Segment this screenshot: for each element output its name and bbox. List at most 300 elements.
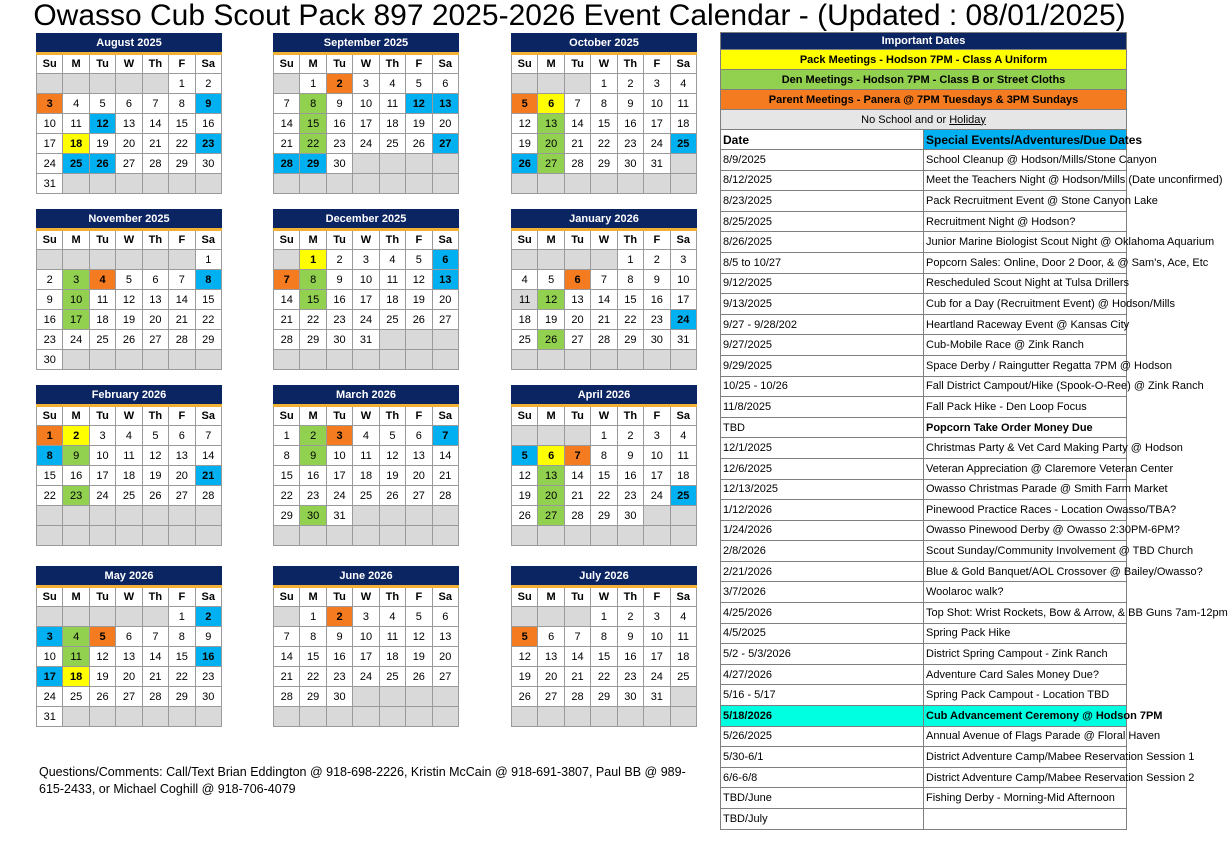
weekday-header: M: [538, 406, 564, 426]
day-cell: 26: [406, 134, 432, 154]
week-row: [512, 486, 697, 506]
event-row: [721, 623, 1127, 644]
weekday-header: Tu: [326, 406, 352, 426]
event-date: 2/21/2026: [721, 561, 924, 582]
day-cell: 18: [116, 466, 142, 486]
day-cell: 15: [591, 647, 617, 667]
empty-day-cell: [195, 707, 221, 727]
empty-day-cell: [353, 707, 379, 727]
day-cell: 30: [326, 330, 352, 350]
day-cell: 9: [195, 94, 221, 114]
empty-day-cell: [63, 506, 89, 526]
week-row: [274, 707, 459, 727]
empty-day-cell: [169, 250, 195, 270]
day-cell: 3: [644, 607, 670, 627]
weekday-header: F: [406, 587, 432, 607]
empty-day-cell: [406, 687, 432, 707]
week-row: [37, 667, 222, 687]
event-row: [721, 397, 1127, 418]
empty-day-cell: [37, 526, 63, 546]
event-row: [721, 252, 1127, 273]
empty-day-cell: [169, 707, 195, 727]
weekday-header: Su: [512, 587, 538, 607]
day-cell: 19: [512, 134, 538, 154]
empty-day-cell: [89, 250, 115, 270]
empty-day-cell: [89, 174, 115, 194]
month-calendar: [273, 566, 459, 727]
week-row: [274, 350, 459, 370]
event-date: 9/29/2025: [721, 355, 924, 376]
empty-day-cell: [432, 506, 458, 526]
weekday-header: M: [300, 230, 326, 250]
day-cell: 28: [274, 154, 300, 174]
event-description: District Adventure Camp/Mabee Reservation Session 1: [924, 747, 1127, 768]
weekday-header: Th: [379, 230, 405, 250]
empty-day-cell: [142, 174, 168, 194]
event-date: 4/5/2025: [721, 623, 924, 644]
day-cell: 2: [326, 74, 352, 94]
day-cell: 10: [63, 290, 89, 310]
empty-day-cell: [406, 174, 432, 194]
event-description: School Cleanup @ Hodson/Mills/Stone Canyon: [924, 150, 1127, 171]
empty-day-cell: [116, 607, 142, 627]
day-cell: 26: [512, 506, 538, 526]
day-cell: 23: [617, 486, 643, 506]
empty-day-cell: [670, 526, 696, 546]
day-cell: 17: [63, 310, 89, 330]
day-cell: 20: [169, 466, 195, 486]
day-cell: 4: [379, 607, 405, 627]
empty-day-cell: [538, 174, 564, 194]
day-cell: 26: [116, 330, 142, 350]
weekday-header: Th: [617, 54, 643, 74]
empty-day-cell: [63, 607, 89, 627]
important-dates-table: [720, 32, 1228, 830]
day-cell: 4: [379, 74, 405, 94]
day-cell: 9: [63, 446, 89, 466]
event-row: [721, 150, 1127, 171]
day-cell: 27: [116, 687, 142, 707]
empty-day-cell: [89, 350, 115, 370]
weekday-header: Th: [142, 54, 168, 74]
day-cell: 15: [169, 114, 195, 134]
day-cell: 6: [432, 250, 458, 270]
day-cell: 6: [406, 426, 432, 446]
week-row: [37, 627, 222, 647]
day-cell: 28: [564, 687, 590, 707]
day-cell: 29: [300, 687, 326, 707]
weekday-header: F: [169, 587, 195, 607]
event-row: [721, 561, 1127, 582]
event-date: 4/25/2026: [721, 603, 924, 624]
empty-day-cell: [274, 607, 300, 627]
weekday-header: Th: [379, 587, 405, 607]
day-cell: 21: [564, 667, 590, 687]
event-description: Heartland Raceway Event @ Kansas City: [924, 314, 1127, 335]
day-cell: 20: [432, 114, 458, 134]
empty-day-cell: [353, 687, 379, 707]
day-cell: 24: [670, 310, 696, 330]
week-row: [512, 250, 697, 270]
day-cell: 7: [564, 94, 590, 114]
empty-day-cell: [274, 350, 300, 370]
day-cell: 25: [63, 687, 89, 707]
event-row: [721, 458, 1127, 479]
empty-day-cell: [644, 526, 670, 546]
day-cell: 3: [37, 94, 63, 114]
day-cell: 11: [89, 290, 115, 310]
day-cell: 12: [142, 446, 168, 466]
empty-day-cell: [89, 707, 115, 727]
day-cell: 29: [169, 154, 195, 174]
empty-day-cell: [300, 707, 326, 727]
empty-day-cell: [512, 74, 538, 94]
event-date: 8/5 to 10/27: [721, 252, 924, 273]
day-cell: 13: [432, 270, 458, 290]
day-cell: 27: [169, 486, 195, 506]
empty-day-cell: [432, 687, 458, 707]
event-description: Owasso Pinewood Derby @ Owasso 2:30PM-6PM?: [924, 520, 1127, 541]
day-cell: 28: [169, 330, 195, 350]
empty-day-cell: [538, 250, 564, 270]
event-date: TBD: [721, 417, 924, 438]
empty-day-cell: [37, 250, 63, 270]
day-cell: 10: [353, 270, 379, 290]
weekday-header: M: [538, 230, 564, 250]
empty-day-cell: [379, 350, 405, 370]
day-cell: 15: [300, 647, 326, 667]
week-row: [37, 506, 222, 526]
week-row: [37, 174, 222, 194]
day-cell: 13: [564, 290, 590, 310]
month-calendar: [36, 385, 222, 546]
day-cell: 13: [432, 627, 458, 647]
day-cell: 7: [195, 426, 221, 446]
empty-day-cell: [63, 74, 89, 94]
day-cell: 4: [512, 270, 538, 290]
empty-day-cell: [169, 350, 195, 370]
day-cell: 25: [63, 154, 89, 174]
week-row: [512, 446, 697, 466]
legend-no-school-text: No School and or: [861, 113, 950, 126]
week-row: [37, 426, 222, 446]
day-cell: 5: [512, 446, 538, 466]
day-cell: 26: [142, 486, 168, 506]
day-cell: 15: [300, 114, 326, 134]
day-cell: 16: [617, 466, 643, 486]
event-description: Annual Avenue of Flags Parade @ Floral Haven: [924, 726, 1127, 747]
weekday-header: M: [538, 54, 564, 74]
week-row: [512, 687, 697, 707]
weekday-header: Tu: [326, 587, 352, 607]
month-title: February 2026: [37, 386, 222, 406]
empty-day-cell: [644, 707, 670, 727]
day-cell: 1: [591, 74, 617, 94]
week-row: [512, 707, 697, 727]
empty-day-cell: [512, 526, 538, 546]
weekday-header: Sa: [670, 54, 696, 74]
empty-day-cell: [353, 526, 379, 546]
event-row: [721, 747, 1127, 768]
day-cell: 19: [406, 290, 432, 310]
weekday-header: Th: [617, 587, 643, 607]
day-cell: 7: [274, 270, 300, 290]
day-cell: 14: [274, 647, 300, 667]
day-cell: 27: [432, 310, 458, 330]
empty-day-cell: [564, 607, 590, 627]
day-cell: 29: [300, 154, 326, 174]
week-row: [512, 330, 697, 350]
event-description: Fall District Campout/Hike (Spook-O-Ree) @ Zink Ranch: [924, 376, 1127, 397]
day-cell: 14: [195, 446, 221, 466]
weekday-header: Th: [379, 406, 405, 426]
empty-day-cell: [432, 707, 458, 727]
event-row: [721, 767, 1127, 788]
day-cell: 3: [353, 74, 379, 94]
day-cell: 19: [538, 310, 564, 330]
empty-day-cell: [326, 350, 352, 370]
weekday-header: F: [644, 230, 670, 250]
day-cell: 8: [169, 627, 195, 647]
empty-day-cell: [670, 687, 696, 707]
weekday-header: Sa: [195, 406, 221, 426]
weekday-header: Tu: [564, 54, 590, 74]
day-cell: 1: [591, 426, 617, 446]
day-cell: 24: [644, 667, 670, 687]
empty-day-cell: [326, 707, 352, 727]
day-cell: 6: [538, 94, 564, 114]
day-cell: 25: [512, 330, 538, 350]
day-cell: 20: [116, 134, 142, 154]
day-cell: 17: [644, 647, 670, 667]
day-cell: 10: [326, 446, 352, 466]
event-date: 12/13/2025: [721, 479, 924, 500]
event-row: [721, 644, 1127, 665]
day-cell: 13: [432, 94, 458, 114]
day-cell: 10: [644, 94, 670, 114]
weekday-header: W: [591, 230, 617, 250]
day-cell: 8: [591, 94, 617, 114]
empty-day-cell: [274, 526, 300, 546]
weekday-header: Tu: [564, 406, 590, 426]
event-description: [924, 809, 1127, 830]
day-cell: 13: [406, 446, 432, 466]
empty-day-cell: [63, 250, 89, 270]
empty-day-cell: [169, 526, 195, 546]
weekday-header: M: [538, 587, 564, 607]
day-cell: 10: [37, 114, 63, 134]
empty-day-cell: [116, 174, 142, 194]
day-cell: 30: [37, 350, 63, 370]
empty-day-cell: [274, 250, 300, 270]
event-date: 12/6/2025: [721, 458, 924, 479]
day-cell: 20: [538, 134, 564, 154]
event-row: [721, 314, 1127, 335]
day-cell: 8: [300, 270, 326, 290]
weekday-header: Sa: [432, 54, 458, 74]
empty-day-cell: [617, 174, 643, 194]
month-title: May 2026: [37, 567, 222, 587]
day-cell: 20: [142, 310, 168, 330]
week-row: [512, 114, 697, 134]
day-cell: 31: [326, 506, 352, 526]
day-cell: 4: [63, 94, 89, 114]
day-cell: 2: [617, 426, 643, 446]
weekday-header: M: [63, 54, 89, 74]
week-row: [37, 607, 222, 627]
day-cell: 9: [617, 627, 643, 647]
empty-day-cell: [142, 526, 168, 546]
day-cell: 20: [538, 667, 564, 687]
event-description: Veteran Appreciation @ Claremore Veteran Center: [924, 458, 1127, 479]
day-cell: 11: [670, 94, 696, 114]
day-cell: 2: [326, 607, 352, 627]
day-cell: 11: [670, 627, 696, 647]
event-date: 10/25 - 10/26: [721, 376, 924, 397]
empty-day-cell: [670, 154, 696, 174]
event-date: 4/27/2026: [721, 664, 924, 685]
event-date: 8/25/2025: [721, 211, 924, 232]
week-row: [37, 114, 222, 134]
day-cell: 22: [300, 310, 326, 330]
day-cell: 3: [644, 426, 670, 446]
empty-day-cell: [89, 506, 115, 526]
event-description: Blue & Gold Banquet/AOL Crossover @ Bailey/Owasso?: [924, 561, 1127, 582]
weekday-header: F: [406, 406, 432, 426]
week-row: [37, 526, 222, 546]
event-row: [721, 500, 1127, 521]
day-cell: 12: [89, 647, 115, 667]
day-cell: 28: [564, 506, 590, 526]
month-calendar: [273, 385, 459, 546]
day-cell: 31: [37, 174, 63, 194]
legend-holiday-text: Holiday: [949, 113, 986, 126]
day-cell: 14: [274, 290, 300, 310]
day-cell: 19: [512, 486, 538, 506]
week-row: [512, 466, 697, 486]
day-cell: 2: [617, 607, 643, 627]
empty-day-cell: [564, 526, 590, 546]
day-cell: 29: [195, 330, 221, 350]
day-cell: 19: [512, 667, 538, 687]
week-row: [37, 290, 222, 310]
day-cell: 19: [406, 114, 432, 134]
day-cell: 6: [538, 446, 564, 466]
week-row: [274, 466, 459, 486]
week-row: [37, 687, 222, 707]
weekday-header: F: [169, 406, 195, 426]
weekday-header: W: [353, 406, 379, 426]
day-cell: 28: [432, 486, 458, 506]
weekday-header: F: [644, 54, 670, 74]
event-description: District Spring Campout - Zink Ranch: [924, 644, 1127, 665]
event-description: Pack Recruitment Event @ Stone Canyon Lake: [924, 191, 1127, 212]
weekday-header: M: [300, 406, 326, 426]
week-row: [274, 446, 459, 466]
day-cell: 27: [538, 687, 564, 707]
day-cell: 13: [538, 114, 564, 134]
day-cell: 12: [406, 94, 432, 114]
empty-day-cell: [353, 350, 379, 370]
day-cell: 17: [353, 114, 379, 134]
empty-day-cell: [538, 74, 564, 94]
day-cell: 18: [670, 114, 696, 134]
weekday-header: F: [169, 54, 195, 74]
day-cell: 14: [169, 290, 195, 310]
event-date: 9/27 - 9/28/202: [721, 314, 924, 335]
day-cell: 30: [644, 330, 670, 350]
day-cell: 11: [379, 270, 405, 290]
empty-day-cell: [538, 607, 564, 627]
empty-day-cell: [617, 526, 643, 546]
day-cell: 22: [591, 486, 617, 506]
day-cell: 30: [326, 154, 352, 174]
day-cell: 24: [37, 154, 63, 174]
empty-day-cell: [406, 506, 432, 526]
day-cell: 22: [169, 667, 195, 687]
day-cell: 6: [564, 270, 590, 290]
day-cell: 25: [670, 486, 696, 506]
empty-day-cell: [591, 350, 617, 370]
empty-day-cell: [63, 707, 89, 727]
empty-day-cell: [379, 687, 405, 707]
event-row: [721, 170, 1127, 191]
day-cell: 26: [89, 687, 115, 707]
day-cell: 19: [142, 466, 168, 486]
week-row: [274, 687, 459, 707]
month-title: January 2026: [512, 210, 697, 230]
date-column-header: Date: [721, 130, 924, 150]
day-cell: 21: [274, 134, 300, 154]
day-cell: 6: [432, 74, 458, 94]
day-cell: 31: [670, 330, 696, 350]
event-row: [721, 191, 1127, 212]
empty-day-cell: [538, 707, 564, 727]
day-cell: 25: [116, 486, 142, 506]
event-description: Cub Advancement Ceremony @ Hodson 7PM: [924, 706, 1127, 727]
week-row: [37, 330, 222, 350]
day-cell: 12: [406, 270, 432, 290]
weekday-header: Sa: [195, 587, 221, 607]
day-cell: 5: [406, 607, 432, 627]
day-cell: 22: [274, 486, 300, 506]
day-cell: 27: [538, 154, 564, 174]
week-row: [37, 250, 222, 270]
day-cell: 26: [379, 486, 405, 506]
day-cell: 19: [379, 466, 405, 486]
day-cell: 3: [644, 74, 670, 94]
day-cell: 8: [274, 446, 300, 466]
event-description: Scout Sunday/Community Involvement @ TBD Church: [924, 541, 1127, 562]
day-cell: 27: [538, 506, 564, 526]
empty-day-cell: [63, 526, 89, 546]
weekday-header: W: [591, 406, 617, 426]
day-cell: 7: [432, 426, 458, 446]
day-cell: 24: [353, 667, 379, 687]
event-date: 8/9/2025: [721, 150, 924, 171]
day-cell: 18: [89, 310, 115, 330]
week-row: [512, 134, 697, 154]
day-cell: 11: [63, 114, 89, 134]
day-cell: 2: [63, 426, 89, 446]
day-cell: 12: [89, 114, 115, 134]
week-row: [274, 134, 459, 154]
day-cell: 4: [670, 74, 696, 94]
day-cell: 13: [116, 114, 142, 134]
week-row: [37, 134, 222, 154]
day-cell: 9: [195, 627, 221, 647]
event-description: Christmas Party & Vet Card Making Party @ Hodson: [924, 438, 1127, 459]
